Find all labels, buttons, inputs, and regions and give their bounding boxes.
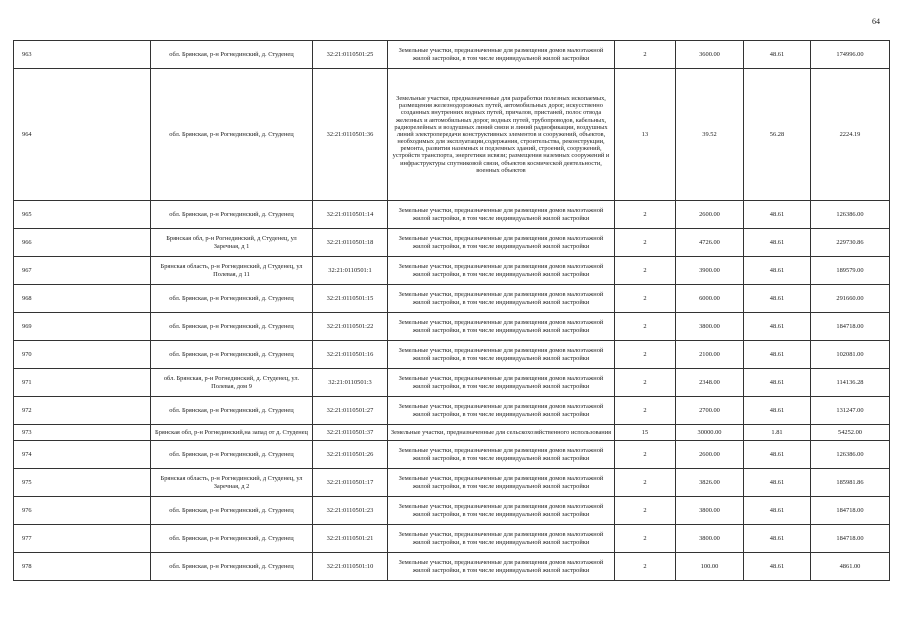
area-cell: 2600.00 xyxy=(676,441,744,469)
cadastral-number-cell: 32:21:0110501:36 xyxy=(313,69,388,201)
use-group-cell: 2 xyxy=(615,257,676,285)
address-cell: обл. Брянская, р-н Рогнединский, д. Студенец xyxy=(151,341,313,369)
cadastral-number-cell: 32:21:0110501:15 xyxy=(313,285,388,313)
cadastral-value-cell: 184718.00 xyxy=(811,313,890,341)
land-use-cell: Земельные участки, предназначенные для размещения домов малоэтажной жилой застройки, в том числе индивидуальной жилой застройки xyxy=(388,201,615,229)
cadastral-value-cell: 184718.00 xyxy=(811,525,890,553)
cadastral-value-table xyxy=(13,40,890,581)
specific-value-cell: 48.61 xyxy=(744,313,811,341)
area-cell: 39.52 xyxy=(676,69,744,201)
specific-value-cell: 48.61 xyxy=(744,397,811,425)
cadastral-number-cell: 32:21:0110501:22 xyxy=(313,313,388,341)
cadastral-value-cell: 189579.00 xyxy=(811,257,890,285)
cadastral-value-cell: 2224.19 xyxy=(811,69,890,201)
cadastral-value-cell: 4861.00 xyxy=(811,553,890,581)
specific-value-cell: 56.28 xyxy=(744,69,811,201)
cadastral-number-cell: 32:21:0110501:21 xyxy=(313,525,388,553)
cadastral-value-cell: 126386.00 xyxy=(811,201,890,229)
address-cell: обл. Брянская, р-н Рогнединский, д. Студенец xyxy=(151,69,313,201)
address-cell: обл. Брянская, р-н Рогнединский, д. Студенец xyxy=(151,201,313,229)
cadastral-number-cell: 32:21:0110501:10 xyxy=(313,553,388,581)
cadastral-number-cell: 32:21:0110501:14 xyxy=(313,201,388,229)
use-group-cell: 2 xyxy=(615,201,676,229)
address-cell: обл. Брянская, р-н Рогнединский, д. Студенец xyxy=(151,285,313,313)
table-row xyxy=(14,441,890,469)
land-use-cell: Земельные участки, предназначенные для размещения домов малоэтажной жилой застройки, в том числе индивидуальной жилой застройки xyxy=(388,257,615,285)
row-number-cell: 963 xyxy=(14,41,151,69)
specific-value-cell: 48.61 xyxy=(744,553,811,581)
use-group-cell: 13 xyxy=(615,69,676,201)
use-group-cell: 2 xyxy=(615,41,676,69)
table-row xyxy=(14,397,890,425)
use-group-cell: 2 xyxy=(615,313,676,341)
specific-value-cell: 48.61 xyxy=(744,257,811,285)
land-use-cell: Земельные участки, предназначенные для размещения домов малоэтажной жилой застройки, в том числе индивидуальной жилой застройки xyxy=(388,497,615,525)
address-cell: обл. Брянская, р-н Рогнединский, д. Студенец xyxy=(151,553,313,581)
row-number-cell: 973 xyxy=(14,425,151,441)
row-number-cell: 972 xyxy=(14,397,151,425)
specific-value-cell: 1.81 xyxy=(744,425,811,441)
table-row xyxy=(14,69,890,201)
table-row xyxy=(14,229,890,257)
table-row xyxy=(14,341,890,369)
area-cell: 3800.00 xyxy=(676,525,744,553)
cadastral-value-cell: 54252.00 xyxy=(811,425,890,441)
cadastral-number-cell: 32:21:0110501:26 xyxy=(313,441,388,469)
row-number-cell: 978 xyxy=(14,553,151,581)
cadastral-value-cell: 102081.00 xyxy=(811,341,890,369)
use-group-cell: 2 xyxy=(615,525,676,553)
table-row xyxy=(14,313,890,341)
row-number-cell: 974 xyxy=(14,441,151,469)
address-cell: Брянская обл, р-н Рогнединский,на запад от д. Студенец xyxy=(151,425,313,441)
cadastral-number-cell: 32:21:0110501:27 xyxy=(313,397,388,425)
land-use-cell: Земельные участки, предназначенные для размещения домов малоэтажной жилой застройки, в том числе индивидуальной жилой застройки xyxy=(388,313,615,341)
cadastral-value-cell: 174996.00 xyxy=(811,41,890,69)
cadastral-value-cell: 126386.00 xyxy=(811,441,890,469)
cadastral-value-cell: 291660.00 xyxy=(811,285,890,313)
cadastral-number-cell: 32:21:0110501:18 xyxy=(313,229,388,257)
area-cell: 100.00 xyxy=(676,553,744,581)
specific-value-cell: 48.61 xyxy=(744,525,811,553)
cadastral-number-cell: 32:21:0110501:25 xyxy=(313,41,388,69)
specific-value-cell: 48.61 xyxy=(744,369,811,397)
area-cell: 2700.00 xyxy=(676,397,744,425)
address-cell: обл. Брянская, р-н Рогнединский, д. Студенец xyxy=(151,525,313,553)
cadastral-value-cell: 229730.86 xyxy=(811,229,890,257)
table-body xyxy=(14,41,890,581)
cadastral-value-cell: 114136.28 xyxy=(811,369,890,397)
use-group-cell: 2 xyxy=(615,229,676,257)
land-use-cell: Земельные участки, предназначенные для размещения домов малоэтажной жилой застройки, в том числе индивидуальной жилой застройки xyxy=(388,41,615,69)
use-group-cell: 2 xyxy=(615,285,676,313)
area-cell: 2100.00 xyxy=(676,341,744,369)
table-row xyxy=(14,497,890,525)
table-row xyxy=(14,553,890,581)
table-row xyxy=(14,469,890,497)
address-cell: обл. Брянская, р-н Рогнединский, д. Студенец xyxy=(151,41,313,69)
address-cell: обл. Брянская, р-н Рогнединский, д. Студенец xyxy=(151,497,313,525)
use-group-cell: 15 xyxy=(615,425,676,441)
specific-value-cell: 48.61 xyxy=(744,441,811,469)
address-cell: Брянская область, р-н Рогнединский, д Студенец, ул Полевая, д 11 xyxy=(151,257,313,285)
area-cell: 3900.00 xyxy=(676,257,744,285)
row-number-cell: 967 xyxy=(14,257,151,285)
specific-value-cell: 48.61 xyxy=(744,285,811,313)
area-cell: 2600.00 xyxy=(676,201,744,229)
land-use-cell: Земельные участки, предназначенные для размещения домов малоэтажной жилой застройки, в том числе индивидуальной жилой застройки xyxy=(388,397,615,425)
specific-value-cell: 48.61 xyxy=(744,41,811,69)
land-use-cell: Земельные участки, предназначенные для сельскохозяйственного использования xyxy=(388,425,615,441)
cadastral-number-cell: 32:21:0110501:37 xyxy=(313,425,388,441)
land-use-cell: Земельные участки, предназначенные для размещения домов малоэтажной жилой застройки, в том числе индивидуальной жилой застройки xyxy=(388,229,615,257)
row-number-cell: 976 xyxy=(14,497,151,525)
land-use-cell: Земельные участки, предназначенные для разработки полезных ископаемых, размещения железнодорожных путей, автомобильных дорог, искусственно созданных внутренних водных путей, причалов, пристаней, полос отвода железных и автомобильных дорог, водных путей, трубопроводов, кабельных, радиорелейных и воздушных линий связи и линий радиофикации, воздушных линий электропередачи конструктивных элементов и сооружений, объектов, необходимых для эксплуатации,содержания, строительства, реконструкции, ремонта, развития наземных и подземных зданий, строений, сооружений, устройств транспорта, энергетики исвязи; размещения наземных сооружений и инфраструктуры спутниковой связи, объектов космической деятельности, военных объектов xyxy=(388,69,615,201)
land-use-cell: Земельные участки, предназначенные для размещения домов малоэтажной жилой застройки, в том числе индивидуальной жилой застройки xyxy=(388,285,615,313)
use-group-cell: 2 xyxy=(615,469,676,497)
area-cell: 30000.00 xyxy=(676,425,744,441)
cadastral-number-cell: 32:21:0110501:1 xyxy=(313,257,388,285)
table-row xyxy=(14,369,890,397)
cadastral-number-cell: 32:21:0110501:3 xyxy=(313,369,388,397)
cadastral-number-cell: 32:21:0110501:17 xyxy=(313,469,388,497)
row-number-cell: 964 xyxy=(14,69,151,201)
area-cell: 6000.00 xyxy=(676,285,744,313)
use-group-cell: 2 xyxy=(615,369,676,397)
specific-value-cell: 48.61 xyxy=(744,229,811,257)
table-row xyxy=(14,285,890,313)
row-number-cell: 969 xyxy=(14,313,151,341)
use-group-cell: 2 xyxy=(615,341,676,369)
area-cell: 3800.00 xyxy=(676,313,744,341)
address-cell: Брянская область, р-н Рогнединский, д Студенец, ул Заречная, д 2 xyxy=(151,469,313,497)
land-use-cell: Земельные участки, предназначенные для размещения домов малоэтажной жилой застройки, в том числе индивидуальной жилой застройки xyxy=(388,525,615,553)
specific-value-cell: 48.61 xyxy=(744,469,811,497)
table-row xyxy=(14,425,890,441)
address-cell: обл. Брянская, р-н Рогнединский, д. Студенец, ул. Полевая, дом 9 xyxy=(151,369,313,397)
row-number-cell: 965 xyxy=(14,201,151,229)
row-number-cell: 966 xyxy=(14,229,151,257)
cadastral-number-cell: 32:21:0110501:23 xyxy=(313,497,388,525)
use-group-cell: 2 xyxy=(615,497,676,525)
specific-value-cell: 48.61 xyxy=(744,341,811,369)
page-number: 64 xyxy=(872,17,880,26)
specific-value-cell: 48.61 xyxy=(744,497,811,525)
row-number-cell: 970 xyxy=(14,341,151,369)
use-group-cell: 2 xyxy=(615,397,676,425)
row-number-cell: 968 xyxy=(14,285,151,313)
table-row xyxy=(14,525,890,553)
land-use-cell: Земельные участки, предназначенные для размещения домов малоэтажной жилой застройки, в том числе индивидуальной жилой застройки xyxy=(388,469,615,497)
area-cell: 3826.00 xyxy=(676,469,744,497)
row-number-cell: 975 xyxy=(14,469,151,497)
area-cell: 3600.00 xyxy=(676,41,744,69)
specific-value-cell: 48.61 xyxy=(744,201,811,229)
area-cell: 4726.00 xyxy=(676,229,744,257)
area-cell: 3800.00 xyxy=(676,497,744,525)
land-use-cell: Земельные участки, предназначенные для размещения домов малоэтажной жилой застройки, в том числе индивидуальной жилой застройки xyxy=(388,441,615,469)
address-cell: обл. Брянская, р-н Рогнединский, д. Студенец xyxy=(151,441,313,469)
cadastral-number-cell: 32:21:0110501:16 xyxy=(313,341,388,369)
table-row xyxy=(14,41,890,69)
row-number-cell: 977 xyxy=(14,525,151,553)
use-group-cell: 2 xyxy=(615,553,676,581)
use-group-cell: 2 xyxy=(615,441,676,469)
table-row xyxy=(14,201,890,229)
cadastral-value-cell: 184718.00 xyxy=(811,497,890,525)
cadastral-value-cell: 131247.00 xyxy=(811,397,890,425)
address-cell: обл. Брянская, р-н Рогнединский, д. Студенец xyxy=(151,397,313,425)
land-use-cell: Земельные участки, предназначенные для размещения домов малоэтажной жилой застройки, в том числе индивидуальной жилой застройки xyxy=(388,553,615,581)
address-cell: обл. Брянская, р-н Рогнединский, д. Студенец xyxy=(151,313,313,341)
address-cell: Брянская обл, р-н Рогнединский, д Студенец, ул Заречная, д 1 xyxy=(151,229,313,257)
cadastral-value-cell: 185981.86 xyxy=(811,469,890,497)
area-cell: 2348.00 xyxy=(676,369,744,397)
land-use-cell: Земельные участки, предназначенные для размещения домов малоэтажной жилой застройки, в том числе индивидуальной жилой застройки xyxy=(388,369,615,397)
land-use-cell: Земельные участки, предназначенные для размещения домов малоэтажной жилой застройки, в том числе индивидуальной жилой застройки xyxy=(388,341,615,369)
row-number-cell: 971 xyxy=(14,369,151,397)
table-row xyxy=(14,257,890,285)
